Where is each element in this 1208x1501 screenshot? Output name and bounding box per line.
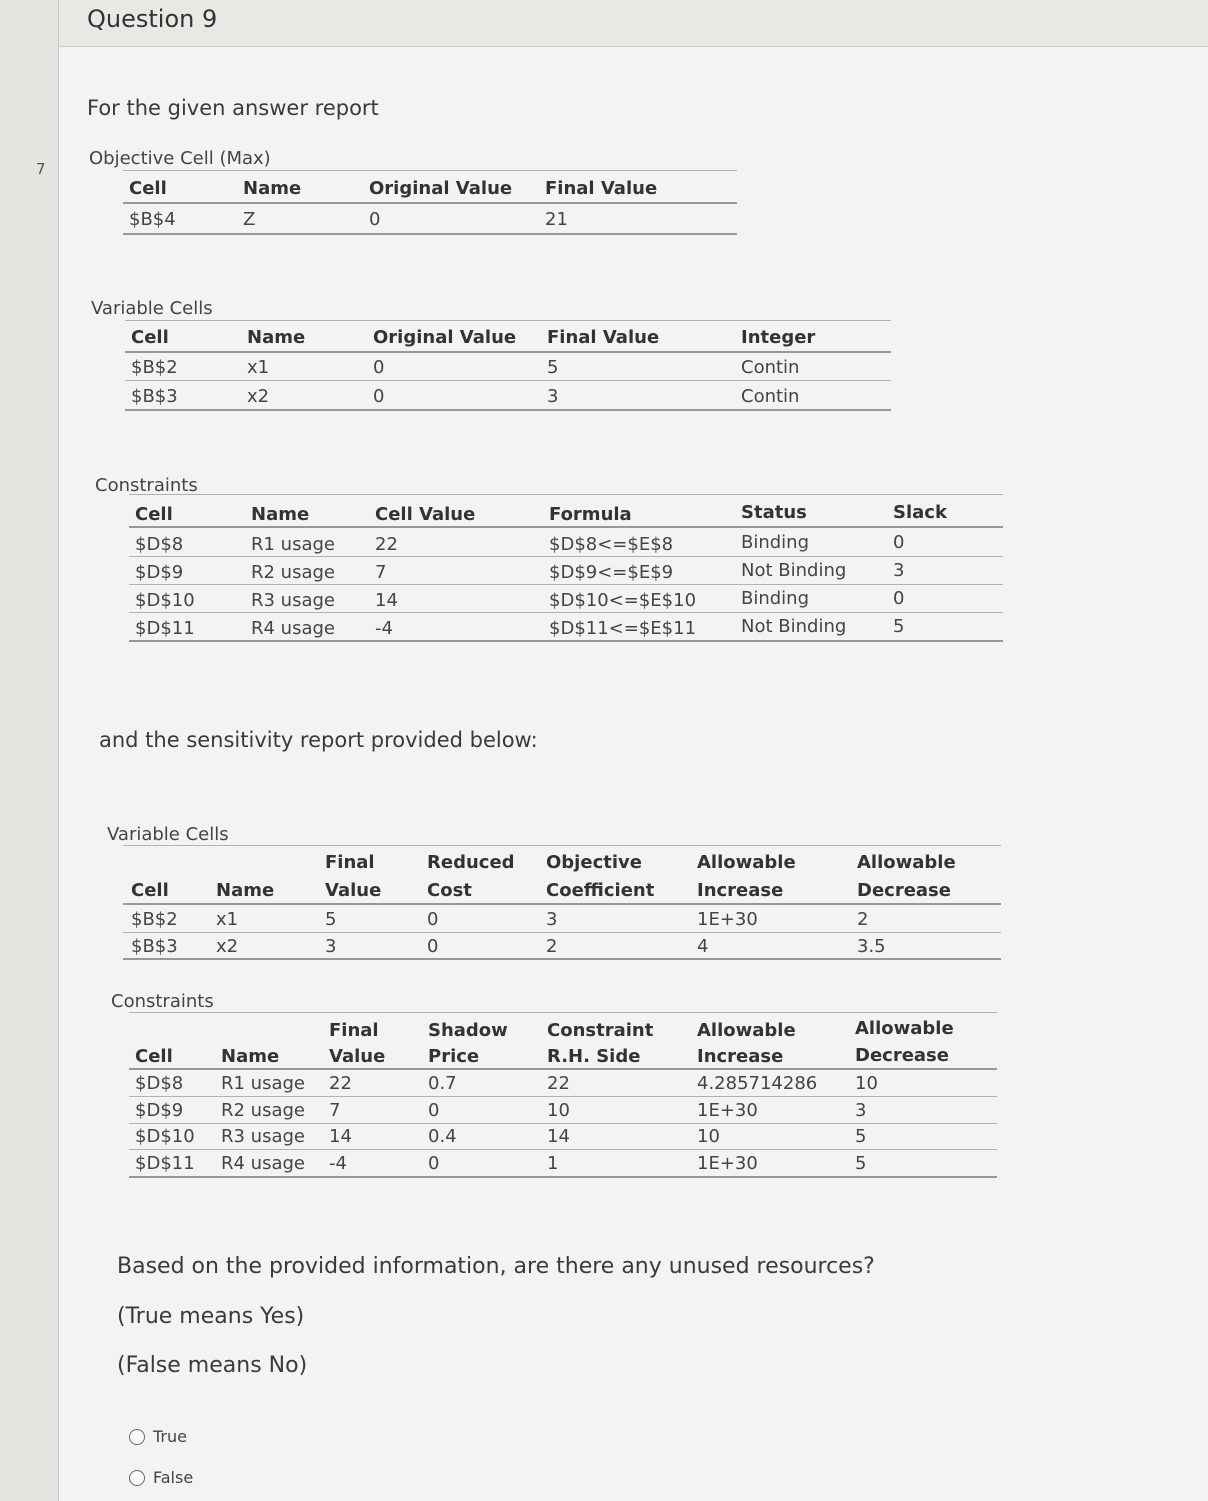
prompt-question: Based on the provided information, are there any unused resources? [117,1254,875,1279]
col-header: Original Value [373,327,517,348]
table-cell: R1 usage [221,1073,305,1094]
table-cell: 0 [373,357,385,378]
table-cell: Not Binding [741,560,847,581]
option-label-true: True [153,1427,187,1446]
table-cell: 3 [855,1100,867,1121]
prompt-note-true: (True means Yes) [117,1304,305,1329]
table-cell: 0 [428,1153,440,1174]
table-cell: Not Binding [741,616,847,637]
table-cell: 3 [893,560,905,581]
table-cell: 21 [545,209,568,230]
margin-number: 7 [36,160,46,178]
col-header: Final [325,852,375,873]
table-cell: $D$10 [135,1126,195,1147]
rule [129,1149,997,1150]
table-cell: 0.7 [428,1073,457,1094]
table-cell: $D$10<=$E$10 [549,590,697,611]
rule [123,932,1001,933]
table-cell: 2 [857,909,869,930]
col-header: Status [741,502,807,523]
col-header: Original Value [369,178,513,199]
rule [123,903,1001,905]
table-cell: 0 [373,386,385,407]
table-cell: $D$11 [135,1153,195,1174]
prompt-note-false: (False means No) [117,1353,308,1378]
col-header: Value [329,1046,386,1067]
table-cell: Contin [741,357,800,378]
table-cell: $B$4 [129,209,176,230]
left-gutter [0,0,58,1501]
table-cell: -4 [329,1153,347,1174]
table-cell: $D$9 [135,562,184,583]
table-cell: x2 [247,386,270,407]
col-header: Increase [697,1046,784,1067]
table-cell: x1 [247,357,270,378]
rule [129,640,1003,642]
col-header: Shadow [428,1020,508,1041]
table-cell: $B$3 [131,936,178,957]
table-cell: $D$10 [135,590,195,611]
col-header: Increase [697,880,784,901]
rule [129,1012,997,1013]
rule [125,380,891,381]
col-header: Final Value [547,327,660,348]
objective-section-label: Objective Cell (Max) [89,148,271,169]
table-cell: 1E+30 [697,909,758,930]
col-header: Allowable [855,1018,954,1039]
table-cell: Contin [741,386,800,407]
table-cell: 0 [427,909,439,930]
table-cell: 3 [547,386,559,407]
col-header: Cell [135,1046,173,1067]
col-header: Cell Value [375,504,476,525]
rule [123,958,1001,960]
rule [123,233,737,235]
col-header: Coefficient [546,880,655,901]
table-cell: 0 [369,209,381,230]
col-header: Objective [546,852,642,873]
rule [129,1123,997,1124]
table-cell: $D$8 [135,1073,184,1094]
table-cell: 5 [325,909,337,930]
col-header: Decrease [855,1045,949,1066]
col-header: Cost [427,880,472,901]
option-true[interactable] [129,1427,187,1446]
table-cell: 0 [893,588,905,609]
table-cell: 0 [428,1100,440,1121]
col-header: R.H. Side [547,1046,641,1067]
table-cell: 1E+30 [697,1100,758,1121]
question-card [58,0,1208,1501]
table-cell: R1 usage [251,534,335,555]
col-header: Price [428,1046,480,1067]
table-cell: 5 [547,357,559,378]
table-cell: 7 [329,1100,341,1121]
table-cell: 3 [546,909,558,930]
col-header: Formula [549,504,632,525]
table-cell: x1 [216,909,239,930]
col-header: Name [247,327,306,348]
transition-text: and the sensitivity report provided below: [99,728,538,752]
col-header: Cell [135,504,173,525]
option-label-false: False [153,1468,194,1487]
table-cell: 14 [547,1126,570,1147]
table-cell: 10 [547,1100,570,1121]
table-cell: 1 [547,1153,559,1174]
table-cell: 4.285714286 [697,1073,818,1094]
table-cell: 3.5 [857,936,886,957]
table-cell: R2 usage [221,1100,305,1121]
col-header: Slack [893,502,947,523]
rule [129,612,1003,613]
table-cell: R3 usage [221,1126,305,1147]
rule [123,170,737,171]
col-header: Allowable [697,852,796,873]
col-header: Name [251,504,310,525]
rule [123,202,737,204]
table-cell: $B$2 [131,909,178,930]
sens-constraints-section-label: Constraints [111,991,214,1012]
rule [125,409,891,411]
variables-section-label: Variable Cells [91,298,213,319]
table-cell: Binding [741,588,810,609]
rule [129,1176,997,1178]
table-cell: 7 [375,562,387,583]
table-cell: $D$11<=$E$11 [549,618,697,639]
table-cell: 2 [546,936,558,957]
table-cell: $B$3 [131,386,178,407]
table-cell: 14 [329,1126,352,1147]
rule [129,556,1003,557]
rule [123,845,1001,846]
sens-variables-section-label: Variable Cells [107,824,229,845]
table-cell: $D$11 [135,618,195,639]
col-header: Name [243,178,302,199]
col-header: Integer [741,327,816,348]
constraints-section-label: Constraints [95,475,198,496]
question-title: Question 9 [87,5,218,33]
col-header: Reduced [427,852,515,873]
rule [125,320,891,321]
col-header: Name [216,880,275,901]
table-cell: 5 [855,1126,867,1147]
table-cell: 22 [329,1073,352,1094]
table-cell: 0 [893,532,905,553]
col-header: Cell [131,880,169,901]
col-header: Allowable [857,852,956,873]
table-cell: 22 [375,534,398,555]
table-cell: $D$8 [135,534,184,555]
col-header: Final Value [545,178,658,199]
rule [129,584,1003,585]
col-header: Cell [131,327,169,348]
rule [125,351,891,353]
col-header: Cell [129,178,167,199]
table-cell: Z [243,209,256,230]
table-cell: 4 [697,936,709,957]
table-cell: 14 [375,590,398,611]
table-cell: 22 [547,1073,570,1094]
table-cell: x2 [216,936,239,957]
table-cell: -4 [375,618,393,639]
table-cell: Binding [741,532,810,553]
table-cell: 5 [893,616,905,637]
table-cell: 0.4 [428,1126,457,1147]
option-false[interactable] [129,1468,193,1487]
table-cell: 1E+30 [697,1153,758,1174]
rule [129,494,1003,495]
intro-text: For the given answer report [87,96,379,120]
table-cell: 3 [325,936,337,957]
rule [129,526,1003,528]
col-header: Final [329,1020,379,1041]
table-cell: 10 [697,1126,720,1147]
table-cell: 10 [855,1073,878,1094]
table-cell: $D$9 [135,1100,184,1121]
table-cell: R2 usage [251,562,335,583]
radio-button-false[interactable] [129,1470,145,1486]
table-cell: 0 [427,936,439,957]
col-header: Decrease [857,880,951,901]
question-header [59,0,1208,47]
table-cell: R3 usage [251,590,335,611]
table-cell: R4 usage [221,1153,305,1174]
rule [129,1068,997,1070]
radio-button-true[interactable] [129,1429,145,1445]
table-cell: $B$2 [131,357,178,378]
col-header: Allowable [697,1020,796,1041]
rule [129,1096,997,1097]
col-header: Value [325,880,382,901]
table-cell: R4 usage [251,618,335,639]
table-cell: $D$9<=$E$9 [549,562,674,583]
col-header: Name [221,1046,280,1067]
col-header: Constraint [547,1020,654,1041]
table-cell: $D$8<=$E$8 [549,534,674,555]
table-cell: 5 [855,1153,867,1174]
